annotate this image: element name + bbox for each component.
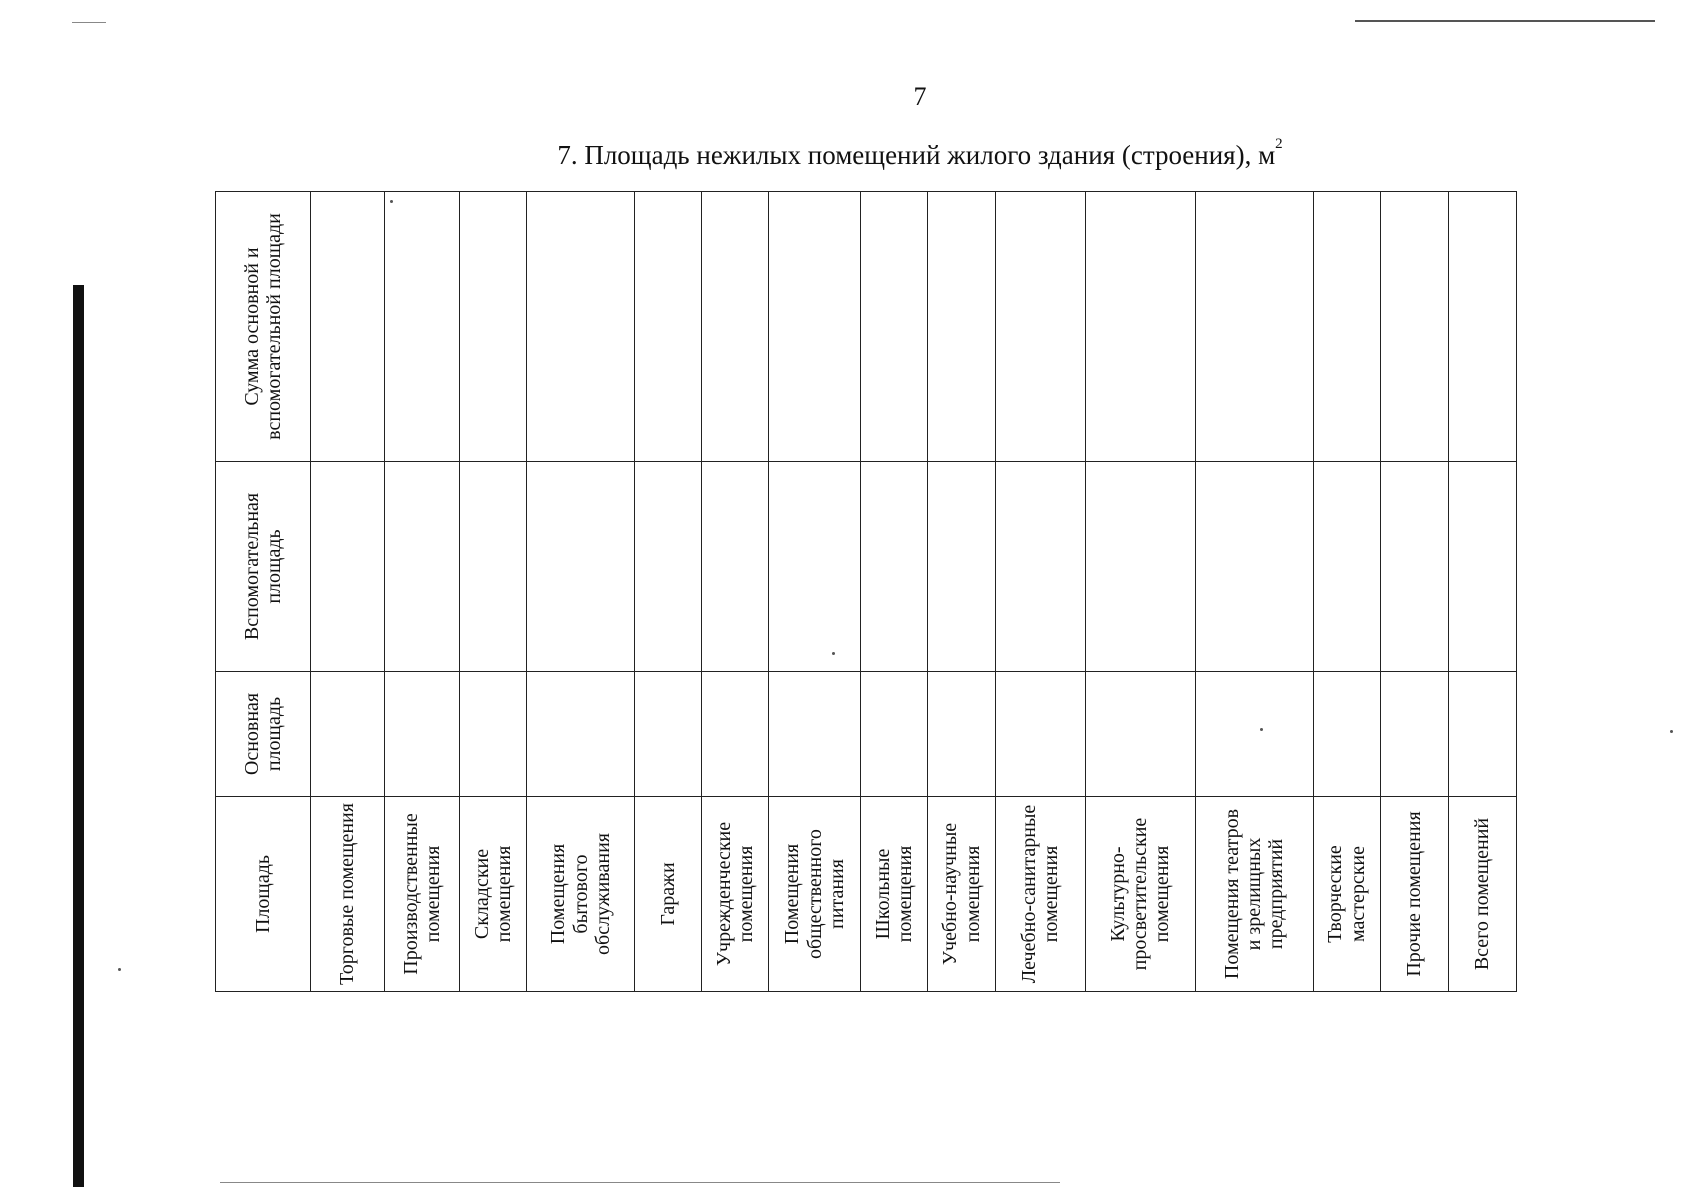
total-area-cell[interactable] xyxy=(311,192,385,462)
scan-speck xyxy=(1670,730,1673,733)
scan-speck xyxy=(832,652,835,655)
main-area-cell[interactable] xyxy=(385,672,460,797)
auxiliary-area-cell[interactable] xyxy=(702,462,769,672)
total-area-cell[interactable] xyxy=(1448,192,1516,462)
auxiliary-area-cell[interactable] xyxy=(995,462,1085,672)
main-area-cell[interactable] xyxy=(1313,672,1380,797)
table-row xyxy=(385,192,460,992)
table-row xyxy=(311,192,385,992)
total-area-cell[interactable] xyxy=(460,192,527,462)
title-superscript: 2 xyxy=(1275,136,1283,152)
room-type-label: Культурно-просветительские помещения xyxy=(1085,797,1195,992)
auxiliary-area-cell[interactable] xyxy=(1313,462,1380,672)
total-area-cell[interactable] xyxy=(527,192,635,462)
auxiliary-area-cell[interactable] xyxy=(527,462,635,672)
main-area-cell[interactable] xyxy=(1195,672,1313,797)
auxiliary-area-cell[interactable] xyxy=(928,462,995,672)
total-area-cell[interactable] xyxy=(928,192,995,462)
main-area-cell[interactable] xyxy=(527,672,635,797)
table-row xyxy=(995,192,1085,992)
binding-shadow-bar xyxy=(73,285,84,1187)
header-row xyxy=(216,192,311,992)
auxiliary-area-cell[interactable] xyxy=(1448,462,1516,672)
main-area-cell[interactable] xyxy=(1380,672,1448,797)
auxiliary-area-cell[interactable] xyxy=(1380,462,1448,672)
room-type-label: Помещения бытового обслуживания xyxy=(527,797,635,992)
auxiliary-area-cell[interactable] xyxy=(311,462,385,672)
area-header-sum: Сумма основной и вспомогательной площади xyxy=(216,192,311,462)
total-area-cell[interactable] xyxy=(1313,192,1380,462)
main-area-cell[interactable] xyxy=(311,672,385,797)
room-type-label: Всего помещений xyxy=(1448,797,1516,992)
room-type-label: Помещения общественного питания xyxy=(769,797,861,992)
table-row xyxy=(1448,192,1516,992)
page-number: 7 xyxy=(913,82,927,111)
page-title xyxy=(420,136,1420,171)
area-grid xyxy=(215,191,1517,992)
room-type-label: Учебно-научные помещения xyxy=(928,797,995,992)
area-grid-body xyxy=(216,192,1517,992)
main-area-cell[interactable] xyxy=(1085,672,1195,797)
room-type-label: Производственные помещения xyxy=(385,797,460,992)
room-type-label: Творческие мастерские xyxy=(1313,797,1380,992)
area-header-main: Основная площадь xyxy=(216,672,311,797)
room-type-label: Учрежденческие помещения xyxy=(702,797,769,992)
nonresidential-area-table xyxy=(215,192,1517,992)
scan-edge-top-right xyxy=(1355,20,1655,22)
total-area-cell[interactable] xyxy=(1085,192,1195,462)
page-title-text: 7. Площадь нежилых помещений жилого здания (строения), м xyxy=(557,140,1276,170)
scan-speck xyxy=(118,968,121,971)
main-area-cell[interactable] xyxy=(1448,672,1516,797)
main-area-cell[interactable] xyxy=(769,672,861,797)
table-row xyxy=(527,192,635,992)
table-row xyxy=(1313,192,1380,992)
room-type-label: Прочие помещения xyxy=(1380,797,1448,992)
table-row xyxy=(1085,192,1195,992)
room-type-label: Складские помещения xyxy=(460,797,527,992)
auxiliary-area-cell[interactable] xyxy=(1085,462,1195,672)
total-area-cell[interactable] xyxy=(861,192,928,462)
room-type-label: Школьные помещения xyxy=(861,797,928,992)
auxiliary-area-cell[interactable] xyxy=(635,462,702,672)
main-area-cell[interactable] xyxy=(928,672,995,797)
scan-edge-top-left xyxy=(72,22,106,23)
table-row xyxy=(769,192,861,992)
total-area-cell[interactable] xyxy=(635,192,702,462)
table-row xyxy=(1380,192,1448,992)
table-row xyxy=(635,192,702,992)
table-row xyxy=(928,192,995,992)
table-row xyxy=(460,192,527,992)
scan-speck xyxy=(1260,728,1263,731)
table-row xyxy=(861,192,928,992)
auxiliary-area-cell[interactable] xyxy=(460,462,527,672)
total-area-cell[interactable] xyxy=(1380,192,1448,462)
auxiliary-area-cell[interactable] xyxy=(769,462,861,672)
table-row xyxy=(702,192,769,992)
corner-header-cell: Площадь xyxy=(216,797,311,992)
scan-speck xyxy=(390,200,393,203)
room-type-label: Лечебно-санитарные помещения xyxy=(995,797,1085,992)
main-area-cell[interactable] xyxy=(460,672,527,797)
main-area-cell[interactable] xyxy=(635,672,702,797)
auxiliary-area-cell[interactable] xyxy=(385,462,460,672)
room-type-label: Гаражи xyxy=(635,797,702,992)
total-area-cell[interactable] xyxy=(1195,192,1313,462)
table-row xyxy=(1195,192,1313,992)
room-type-label: Торговые помещения xyxy=(311,797,385,992)
room-type-label: Помещения театров и зрелищных предприятий xyxy=(1195,797,1313,992)
main-area-cell[interactable] xyxy=(702,672,769,797)
total-area-cell[interactable] xyxy=(385,192,460,462)
total-area-cell[interactable] xyxy=(769,192,861,462)
scan-edge-bottom xyxy=(220,1182,1060,1183)
auxiliary-area-cell[interactable] xyxy=(1195,462,1313,672)
area-header-auxiliary: Вспомогательная площадь xyxy=(216,462,311,672)
main-area-cell[interactable] xyxy=(995,672,1085,797)
main-area-cell[interactable] xyxy=(861,672,928,797)
total-area-cell[interactable] xyxy=(995,192,1085,462)
auxiliary-area-cell[interactable] xyxy=(861,462,928,672)
total-area-cell[interactable] xyxy=(702,192,769,462)
